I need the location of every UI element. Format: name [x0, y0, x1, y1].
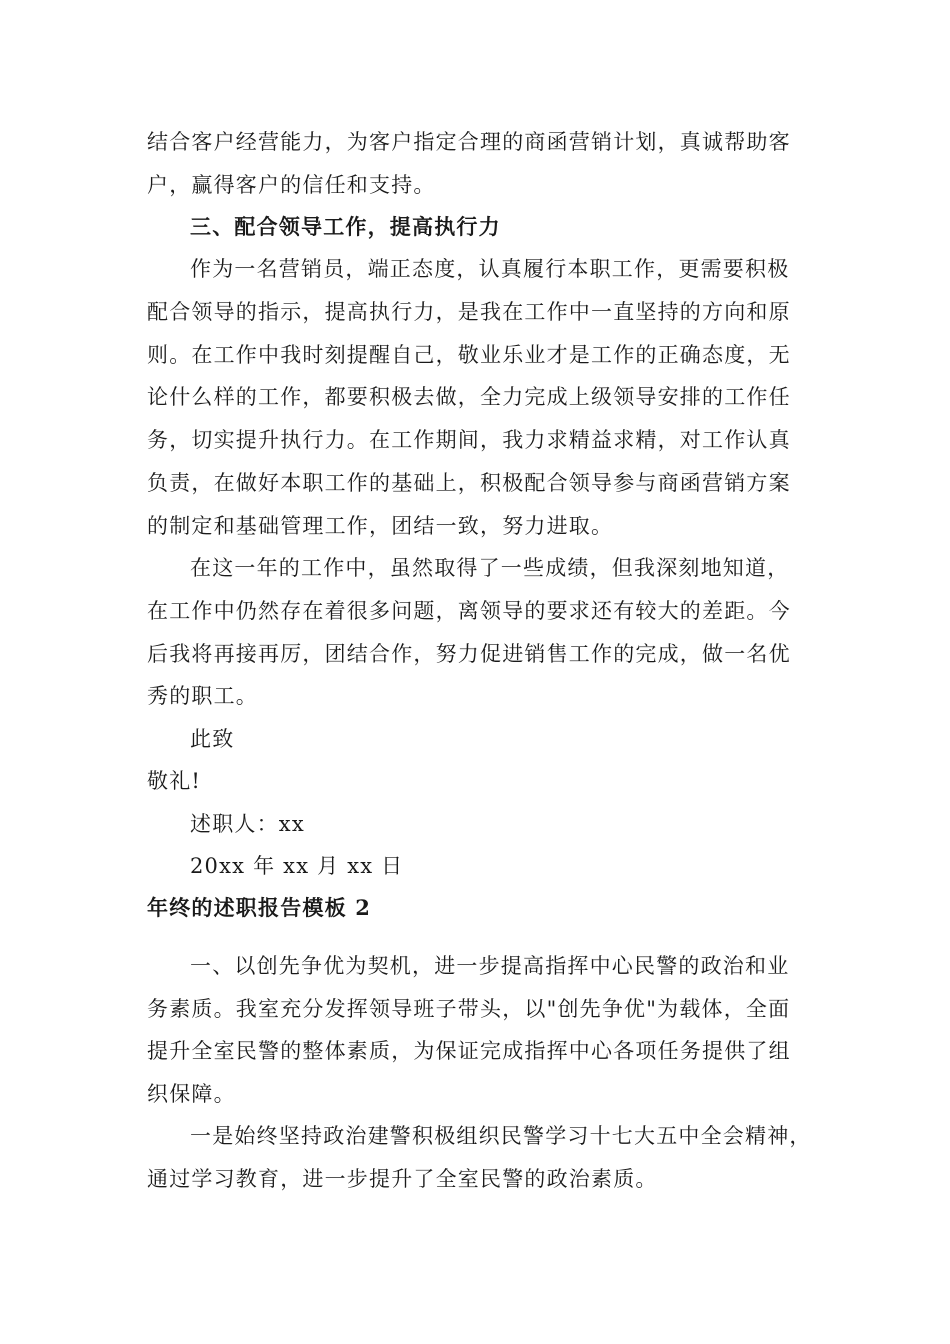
- paragraph-line: 提升全室民警的整体素质，为保证完成指挥中心各项任务提供了组: [147, 1039, 791, 1063]
- section-heading: 三、配合领导工作，提高执行力: [190, 214, 501, 239]
- closing-salutation: 此致: [190, 727, 235, 751]
- paragraph-line: 配合领导的指示，提高执行力，是我在工作中一直坚持的方向和原: [147, 300, 791, 324]
- paragraph-line: 结合客户经营能力，为客户指定合理的商函营销计划，真诚帮助客: [147, 130, 791, 154]
- paragraph-line: 秀的职工。: [147, 684, 258, 708]
- paragraph-line: 负责，在做好本职工作的基础上，积极配合领导参与商函营销方案: [147, 471, 791, 495]
- paragraph-line: 一是始终坚持政治建警积极组织民警学习十七大五中全会精神，: [190, 1124, 812, 1148]
- paragraph-line: 一、以创先争优为契机，进一步提高指挥中心民警的政治和业: [190, 954, 790, 978]
- paragraph-line: 务，切实提升执行力。在工作期间，我力求精益求精，对工作认真: [147, 428, 791, 452]
- signature-date: 20xx 年 xx 月 xx 日: [190, 854, 404, 878]
- closing-respect: 敬礼!: [147, 769, 202, 793]
- paragraph-line: 后我将再接再厉，团结合作，努力促进销售工作的完成，做一名优: [147, 642, 791, 666]
- document-title: 年终的述职报告模板 2: [147, 895, 372, 920]
- paragraph-line: 论什么样的工作，都要积极去做，全力完成上级领导安排的工作任: [147, 385, 791, 409]
- paragraph-line: 务素质。我室充分发挥领导班子带头，以"创先争优"为载体，全面: [147, 997, 791, 1021]
- paragraph-line: 作为一名营销员，端正态度，认真履行本职工作，更需要积极: [190, 257, 790, 281]
- paragraph-line: 通过学习教育，进一步提升了全室民警的政治素质。: [147, 1167, 658, 1191]
- paragraph-line: 在这一年的工作中，虽然取得了一些成绩，但我深刻地知道，: [190, 556, 790, 580]
- paragraph-line: 户，赢得客户的信任和支持。: [147, 173, 436, 197]
- paragraph-line: 的制定和基础管理工作，团结一致，努力进取。: [147, 514, 614, 538]
- paragraph-line: 则。在工作中我时刻提醒自己，敬业乐业才是工作的正确态度，无: [147, 343, 791, 367]
- paragraph-line: 在工作中仍然存在着很多问题，离领导的要求还有较大的差距。今: [147, 599, 791, 623]
- signature-name: 述职人：xx: [190, 812, 305, 836]
- paragraph-line: 织保障。: [147, 1082, 236, 1106]
